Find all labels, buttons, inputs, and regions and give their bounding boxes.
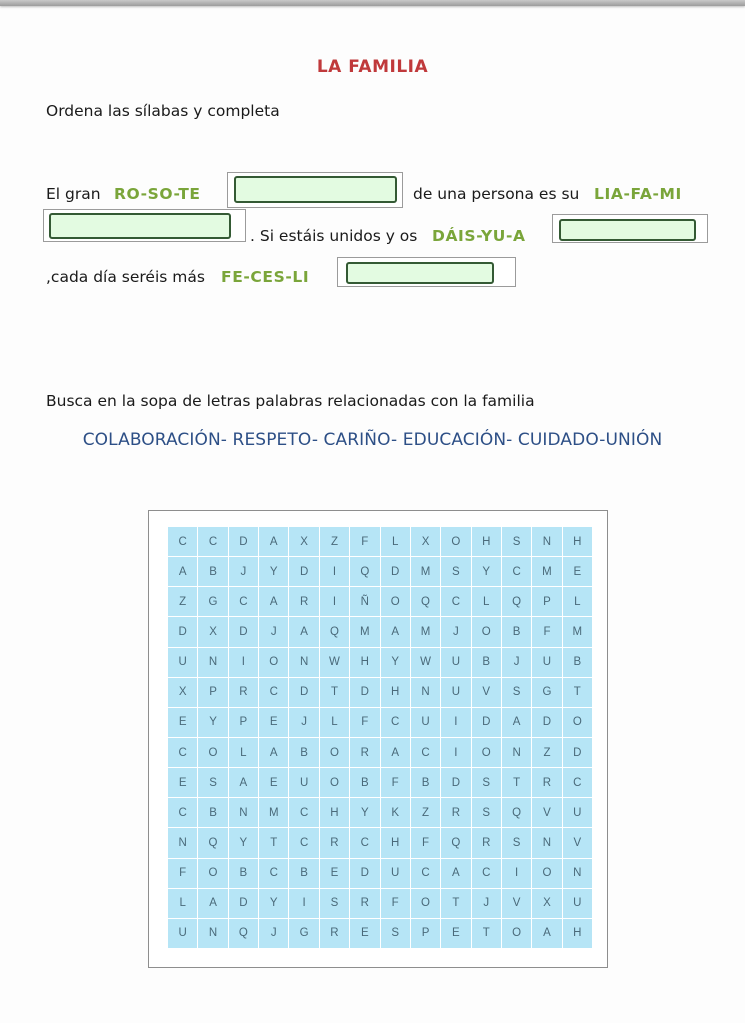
grid-cell[interactable]: U xyxy=(441,648,470,677)
grid-cell[interactable]: B xyxy=(563,648,592,677)
grid-cell[interactable]: P xyxy=(411,919,440,948)
grid-cell[interactable]: Y xyxy=(350,798,379,827)
grid-cell[interactable]: U xyxy=(411,708,440,737)
grid-cell[interactable]: X xyxy=(411,527,440,556)
grid-cell[interactable]: E xyxy=(320,859,349,888)
grid-cell[interactable]: B xyxy=(289,738,318,767)
grid-cell[interactable]: E xyxy=(350,919,379,948)
grid-cell[interactable]: C xyxy=(259,678,288,707)
grid-cell[interactable]: K xyxy=(381,798,410,827)
grid-cell[interactable]: H xyxy=(320,798,349,827)
grid-cell[interactable]: N xyxy=(198,648,227,677)
grid-cell[interactable]: D xyxy=(472,708,501,737)
grid-cell[interactable]: Q xyxy=(320,617,349,646)
grid-cell[interactable]: T xyxy=(320,678,349,707)
grid-cell[interactable]: C xyxy=(411,738,440,767)
grid-cell[interactable]: U xyxy=(563,889,592,918)
grid-cell[interactable]: E xyxy=(259,768,288,797)
grid-cell[interactable]: C xyxy=(381,708,410,737)
grid-cell[interactable]: Y xyxy=(472,557,501,586)
instruction-word-search: Busca en la sopa de letras palabras relacionadas con la familia xyxy=(46,392,535,410)
grid-cell[interactable]: C xyxy=(229,587,258,616)
grid-cell[interactable]: O xyxy=(411,889,440,918)
answer-input-2[interactable] xyxy=(49,213,231,239)
grid-cell[interactable]: A xyxy=(229,768,258,797)
grid-cell[interactable]: H xyxy=(563,527,592,556)
grid-cell[interactable]: V xyxy=(563,828,592,857)
grid-cell[interactable]: S xyxy=(502,678,531,707)
grid-cell[interactable]: N xyxy=(563,859,592,888)
grid-cell[interactable]: N xyxy=(502,738,531,767)
grid-cell[interactable]: G xyxy=(532,678,561,707)
sentence-line1-middle: de una persona es su xyxy=(413,185,580,203)
sentence-line3-prefix: ,cada día seréis más xyxy=(46,268,205,286)
grid-cell[interactable]: H xyxy=(381,828,410,857)
grid-cell[interactable]: O xyxy=(472,617,501,646)
grid-cell[interactable]: P xyxy=(532,587,561,616)
grid-cell[interactable]: Ñ xyxy=(350,587,379,616)
grid-cell[interactable]: U xyxy=(532,648,561,677)
grid-cell[interactable]: S xyxy=(502,828,531,857)
grid-cell[interactable]: H xyxy=(381,678,410,707)
syllables-lia-fa-mi: LIA-FA-MI xyxy=(594,185,682,203)
grid-cell[interactable]: C xyxy=(259,859,288,888)
grid-cell[interactable]: Y xyxy=(259,557,288,586)
grid-cell[interactable]: R xyxy=(532,768,561,797)
grid-cell[interactable]: F xyxy=(381,768,410,797)
grid-cell[interactable]: N xyxy=(198,919,227,948)
grid-cell[interactable]: D xyxy=(289,557,318,586)
grid-cell[interactable]: F xyxy=(381,889,410,918)
grid-cell[interactable]: D xyxy=(289,678,318,707)
grid-cell[interactable]: X xyxy=(289,527,318,556)
page-title: LA FAMILIA xyxy=(316,57,429,77)
grid-cell[interactable]: O xyxy=(381,587,410,616)
grid-cell[interactable]: Q xyxy=(198,828,227,857)
grid-cell[interactable]: R xyxy=(441,798,470,827)
grid-cell[interactable]: B xyxy=(350,768,379,797)
grid-cell[interactable]: Z xyxy=(320,527,349,556)
grid-cell[interactable]: D xyxy=(563,738,592,767)
sentence-line2-middle: . Si estáis unidos y os xyxy=(250,227,418,245)
grid-cell[interactable]: L xyxy=(381,527,410,556)
grid-cell[interactable]: M xyxy=(411,557,440,586)
grid-cell[interactable]: S xyxy=(472,768,501,797)
grid-cell[interactable]: A xyxy=(502,708,531,737)
grid-cell[interactable]: G xyxy=(289,919,318,948)
grid-cell[interactable]: A xyxy=(532,919,561,948)
grid-cell[interactable]: V xyxy=(472,678,501,707)
grid-cell[interactable]: A xyxy=(198,889,227,918)
grid-cell[interactable]: S xyxy=(441,557,470,586)
grid-cell[interactable]: A xyxy=(259,587,288,616)
grid-cell[interactable]: T xyxy=(259,828,288,857)
grid-cell[interactable]: P xyxy=(229,708,258,737)
grid-cell[interactable]: J xyxy=(229,557,258,586)
grid-cell[interactable]: R xyxy=(229,678,258,707)
grid-cell[interactable]: W xyxy=(411,648,440,677)
grid-cell[interactable]: B xyxy=(229,859,258,888)
grid-cell[interactable]: Z xyxy=(411,798,440,827)
grid-cell[interactable]: R xyxy=(289,587,318,616)
grid-cell[interactable]: J xyxy=(259,919,288,948)
grid-cell[interactable]: V xyxy=(502,889,531,918)
grid-cell[interactable]: I xyxy=(502,859,531,888)
grid-cell[interactable]: M xyxy=(350,617,379,646)
grid-cell[interactable]: B xyxy=(289,859,318,888)
grid-cell[interactable]: J xyxy=(502,648,531,677)
grid-cell[interactable]: F xyxy=(350,527,379,556)
grid-cell[interactable]: G xyxy=(198,587,227,616)
grid-cell[interactable]: Z xyxy=(168,587,197,616)
grid-cell[interactable]: L xyxy=(229,738,258,767)
grid-cell[interactable]: N xyxy=(168,828,197,857)
grid-cell[interactable]: X xyxy=(198,617,227,646)
grid-cell[interactable]: J xyxy=(289,708,318,737)
grid-cell[interactable]: B xyxy=(502,617,531,646)
grid-cell[interactable]: A xyxy=(289,617,318,646)
grid-cell[interactable]: T xyxy=(441,889,470,918)
grid-cell[interactable]: R xyxy=(320,828,349,857)
grid-cell[interactable]: I xyxy=(289,889,318,918)
grid-cell[interactable]: S xyxy=(472,798,501,827)
grid-cell[interactable]: Y xyxy=(381,648,410,677)
grid-cell[interactable]: L xyxy=(320,708,349,737)
grid-cell[interactable]: Q xyxy=(502,587,531,616)
grid-cell[interactable]: F xyxy=(168,859,197,888)
grid-cell[interactable]: L xyxy=(168,889,197,918)
grid-cell[interactable]: D xyxy=(381,557,410,586)
sentence-line1-prefix: El gran xyxy=(46,185,101,203)
grid-cell[interactable]: A xyxy=(168,557,197,586)
grid-cell[interactable]: L xyxy=(472,587,501,616)
grid-cell[interactable]: Y xyxy=(198,708,227,737)
grid-cell[interactable]: C xyxy=(441,587,470,616)
grid-cell[interactable]: R xyxy=(350,738,379,767)
syllables-roso-te: RO-SO-TE xyxy=(114,185,201,203)
grid-cell[interactable]: Q xyxy=(411,587,440,616)
grid-cell[interactable]: M xyxy=(532,557,561,586)
grid-cell[interactable]: N xyxy=(289,648,318,677)
grid-cell[interactable]: E xyxy=(168,708,197,737)
top-bar xyxy=(0,0,745,6)
grid-cell[interactable]: X xyxy=(168,678,197,707)
grid-cell[interactable]: F xyxy=(532,617,561,646)
grid-cell[interactable]: A xyxy=(259,527,288,556)
grid-cell[interactable]: A xyxy=(259,738,288,767)
grid-cell[interactable]: H xyxy=(472,527,501,556)
grid-cell[interactable]: S xyxy=(502,527,531,556)
grid-cell[interactable]: U xyxy=(289,768,318,797)
grid-cell[interactable]: I xyxy=(441,708,470,737)
answer-input-3[interactable] xyxy=(559,219,696,241)
grid-cell[interactable]: D xyxy=(229,889,258,918)
grid-cell[interactable]: O xyxy=(198,859,227,888)
grid-cell[interactable]: Z xyxy=(532,738,561,767)
grid-cell[interactable]: B xyxy=(472,648,501,677)
grid-cell[interactable]: F xyxy=(411,828,440,857)
grid-cell[interactable]: A xyxy=(381,617,410,646)
grid-cell[interactable]: U xyxy=(441,678,470,707)
grid-cell[interactable]: Q xyxy=(229,919,258,948)
grid-cell[interactable]: C xyxy=(350,828,379,857)
grid-cell[interactable]: M xyxy=(563,617,592,646)
grid-cell[interactable]: D xyxy=(441,768,470,797)
grid-cell[interactable]: N xyxy=(411,678,440,707)
grid-cell[interactable]: N xyxy=(532,527,561,556)
grid-cell[interactable]: E xyxy=(441,919,470,948)
grid-cell[interactable]: C xyxy=(289,798,318,827)
grid-cell[interactable]: A xyxy=(441,859,470,888)
grid-cell[interactable]: O xyxy=(320,768,349,797)
grid-cell[interactable]: C xyxy=(198,527,227,556)
grid-cell[interactable]: J xyxy=(472,889,501,918)
grid-cell[interactable]: B xyxy=(411,768,440,797)
grid-cell[interactable]: O xyxy=(502,919,531,948)
grid-cell[interactable]: Q xyxy=(502,798,531,827)
grid-cell[interactable]: I xyxy=(229,648,258,677)
grid-cell[interactable]: O xyxy=(563,708,592,737)
grid-cell[interactable]: O xyxy=(472,738,501,767)
grid-cell[interactable]: I xyxy=(320,557,349,586)
answer-input-4[interactable] xyxy=(346,262,494,284)
grid-cell[interactable]: D xyxy=(168,617,197,646)
grid-cell[interactable]: C xyxy=(472,859,501,888)
grid-cell[interactable]: O xyxy=(198,738,227,767)
grid-cell[interactable]: D xyxy=(532,708,561,737)
grid-cell[interactable]: U xyxy=(168,648,197,677)
grid-cell[interactable]: E xyxy=(168,768,197,797)
grid-cell[interactable]: A xyxy=(381,738,410,767)
grid-cell[interactable]: O xyxy=(532,859,561,888)
grid-cell[interactable]: C xyxy=(289,828,318,857)
grid-cell[interactable]: T xyxy=(472,919,501,948)
grid-cell[interactable]: P xyxy=(198,678,227,707)
syllables-dais-yu-a: DÁIS-YU-A xyxy=(432,227,526,245)
grid-cell[interactable]: T xyxy=(502,768,531,797)
grid-cell[interactable]: D xyxy=(350,678,379,707)
grid-cell[interactable]: D xyxy=(229,617,258,646)
grid-cell[interactable]: Q xyxy=(350,557,379,586)
grid-cell[interactable]: S xyxy=(320,889,349,918)
grid-cell[interactable]: U xyxy=(563,798,592,827)
grid-cell[interactable]: C xyxy=(168,798,197,827)
syllables-fe-ces-li: FE-CES-LI xyxy=(221,268,310,286)
grid-cell[interactable]: Y xyxy=(229,828,258,857)
instruction-order-syllables: Ordena las sílabas y completa xyxy=(46,102,280,120)
grid-cell[interactable]: R xyxy=(350,889,379,918)
grid-cell[interactable]: B xyxy=(198,798,227,827)
grid-cell[interactable]: I xyxy=(441,738,470,767)
grid-cell[interactable]: R xyxy=(472,828,501,857)
grid-cell[interactable]: O xyxy=(441,527,470,556)
grid-cell[interactable]: O xyxy=(320,738,349,767)
grid-cell[interactable]: D xyxy=(350,859,379,888)
grid-cell[interactable]: V xyxy=(532,798,561,827)
grid-cell[interactable]: Q xyxy=(441,828,470,857)
grid-cell[interactable]: E xyxy=(563,557,592,586)
word-list: COLABORACIÓN- RESPETO- CARIÑO- EDUCACIÓN- CUIDADO-UNIÓN xyxy=(82,430,663,450)
grid-cell[interactable]: W xyxy=(320,648,349,677)
grid-cell[interactable]: X xyxy=(532,889,561,918)
grid-cell[interactable]: S xyxy=(198,768,227,797)
grid-cell[interactable]: F xyxy=(350,708,379,737)
grid-cell[interactable]: C xyxy=(563,768,592,797)
grid-cell[interactable]: R xyxy=(320,919,349,948)
grid-cell[interactable]: M xyxy=(259,798,288,827)
grid-cell[interactable]: Y xyxy=(259,889,288,918)
grid-cell[interactable]: E xyxy=(259,708,288,737)
grid-cell[interactable]: O xyxy=(259,648,288,677)
grid-cell[interactable]: M xyxy=(411,617,440,646)
grid-cell[interactable]: N xyxy=(532,828,561,857)
grid-cell[interactable]: S xyxy=(381,919,410,948)
grid-cell[interactable]: U xyxy=(168,919,197,948)
grid-cell[interactable]: H xyxy=(563,919,592,948)
grid-cell[interactable]: J xyxy=(259,617,288,646)
grid-cell[interactable]: C xyxy=(411,859,440,888)
answer-input-1[interactable] xyxy=(234,176,397,203)
grid-cell[interactable]: J xyxy=(441,617,470,646)
grid-cell[interactable]: I xyxy=(320,587,349,616)
grid-cell[interactable]: L xyxy=(563,587,592,616)
grid-cell[interactable]: C xyxy=(168,527,197,556)
grid-cell[interactable]: C xyxy=(502,557,531,586)
grid-cell[interactable]: U xyxy=(381,859,410,888)
grid-cell[interactable]: H xyxy=(350,648,379,677)
grid-cell[interactable]: T xyxy=(563,678,592,707)
grid-cell[interactable]: B xyxy=(198,557,227,586)
grid-cell[interactable]: C xyxy=(168,738,197,767)
grid-cell[interactable]: N xyxy=(229,798,258,827)
grid-cell[interactable]: D xyxy=(229,527,258,556)
word-search-grid xyxy=(168,527,592,948)
